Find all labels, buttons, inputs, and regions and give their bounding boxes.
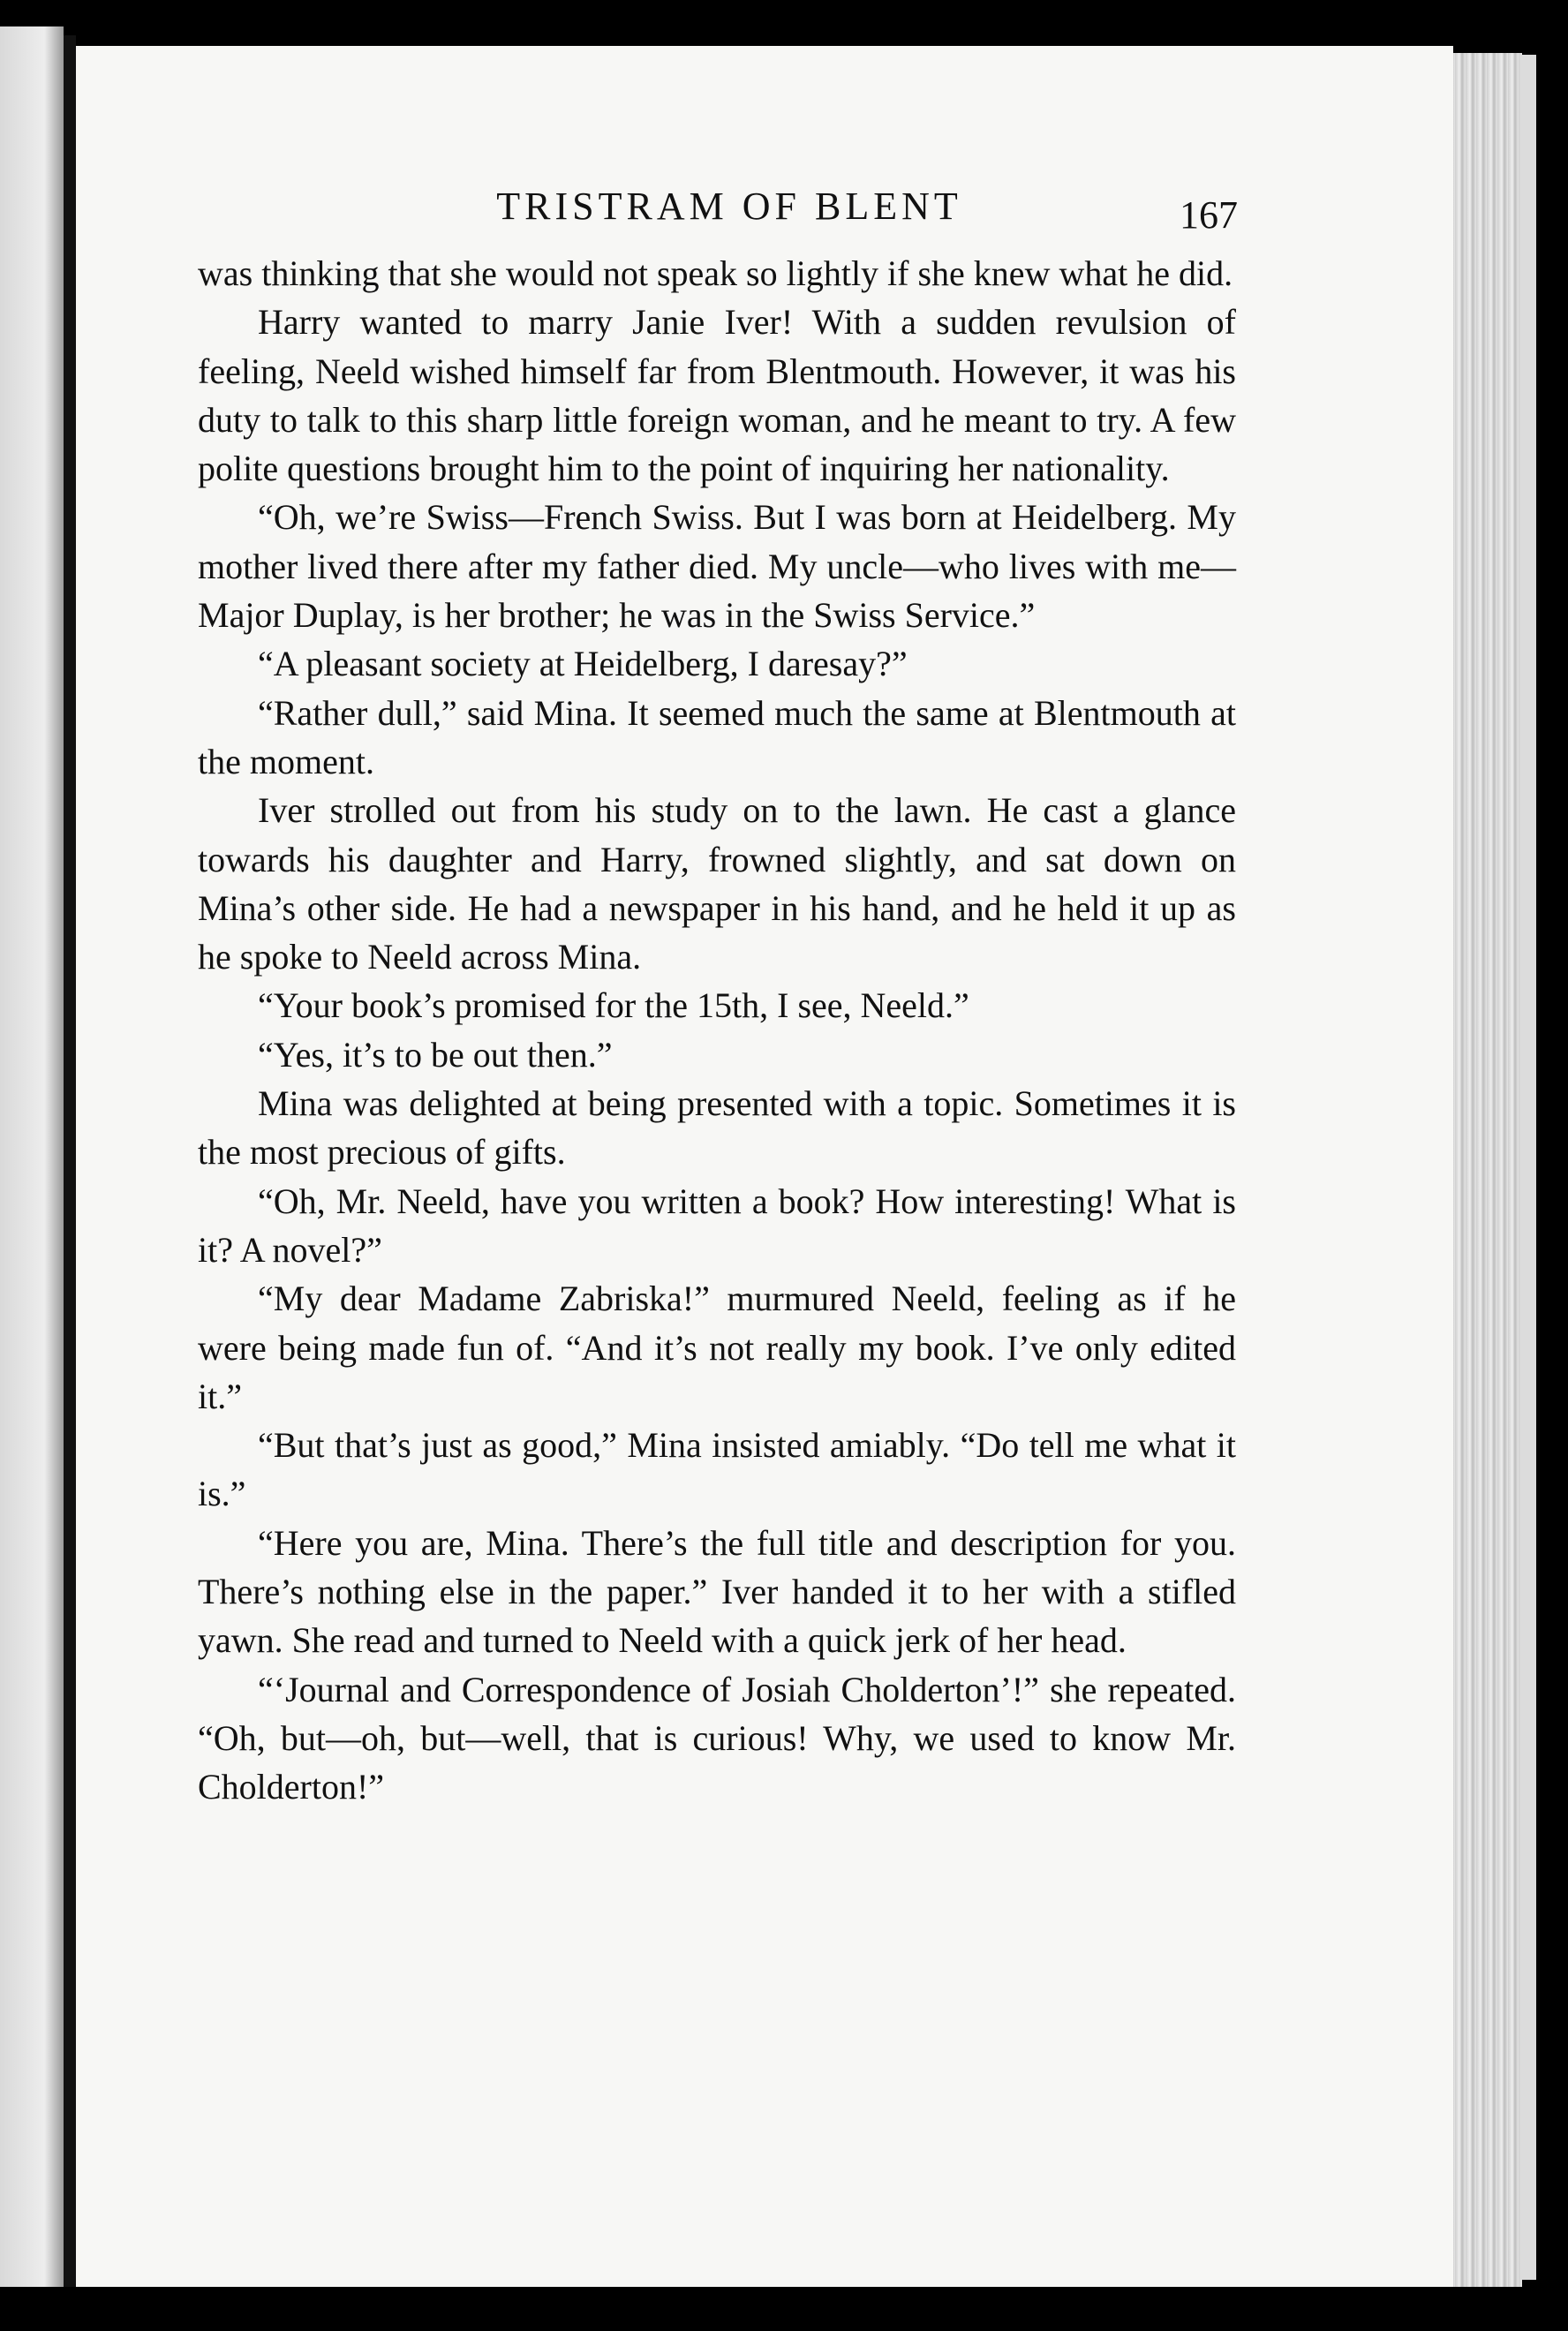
paragraph: Mina was delighted at being presented with a topic. Sometimes it is the most precious of gifts. <box>198 1083 1236 1173</box>
running-title: TRISTRAM OF BLENT <box>496 185 962 228</box>
paragraph: “Here you are, Mina. There’s the full title and description for you. There’s nothing else in the paper.” Iver handed it to her with a stifled yawn. She read and turned to Neeld with a quick jerk of her head. <box>198 1522 1236 1661</box>
paragraph: “My dear Madame Zabriska!” murmured Neeld, feeling as if he were being made fun of. “And it’s not really my book. I’ve only edited it.” <box>198 1279 1236 1416</box>
paragraph: “Rather dull,” said Mina. It seemed much the same at Blentmouth at the moment. <box>198 692 1236 781</box>
cover-edge <box>1520 55 1536 2280</box>
paragraph: Harry wanted to marry Janie Iver! With a sudden revulsion of feeling, Neeld wished himself far from Blentmouth. However, it was his duty to talk to this sharp little foreign woman, and he meant to try. A few polite questions brought him to the point of inquiring her nationality. <box>198 302 1236 489</box>
paragraph: was thinking that she would not speak so lightly if she knew what he did. <box>198 253 1233 293</box>
page-number: 167 <box>1180 193 1238 237</box>
paragraph: “But that’s just as good,” Mina insisted amiably. “Do tell me what it is.” <box>198 1425 1236 1514</box>
paragraph: “A pleasant society at Heidelberg, I daresay?” <box>258 644 908 684</box>
paragraph: “‘Journal and Correspondence of Josiah Cholderton’!” she repeated. “Oh, but—oh, but—well, that is curious! Why, we used to know Mr. Cholderton!” <box>198 1669 1236 1807</box>
paragraph: “Yes, it’s to be out then.” <box>258 1034 613 1075</box>
body-text <box>198 249 1236 1812</box>
paragraph: “Oh, we’re Swiss—French Swiss. But I was born at Heidelberg. My mother lived there after my father died. My uncle—who lives with me—Major Duplay, is her brother; he was in the Swiss Service.” <box>198 497 1236 636</box>
paragraph: Iver strolled out from his study on to the lawn. He cast a glance towards his daughter and Harry, frowned slightly, and sat down on Mina’s other side. He had a newspaper in his hand, and he held it up as he spoke to Neeld across Mina. <box>198 790 1236 977</box>
book-gutter <box>64 35 76 2287</box>
paragraph: “Your book’s promised for the 15th, I see, Neeld.” <box>258 985 969 1026</box>
paragraph: “Oh, Mr. Neeld, have you written a book? How interesting! What is it? A novel?” <box>198 1181 1236 1270</box>
facing-page-edge <box>0 26 64 2287</box>
